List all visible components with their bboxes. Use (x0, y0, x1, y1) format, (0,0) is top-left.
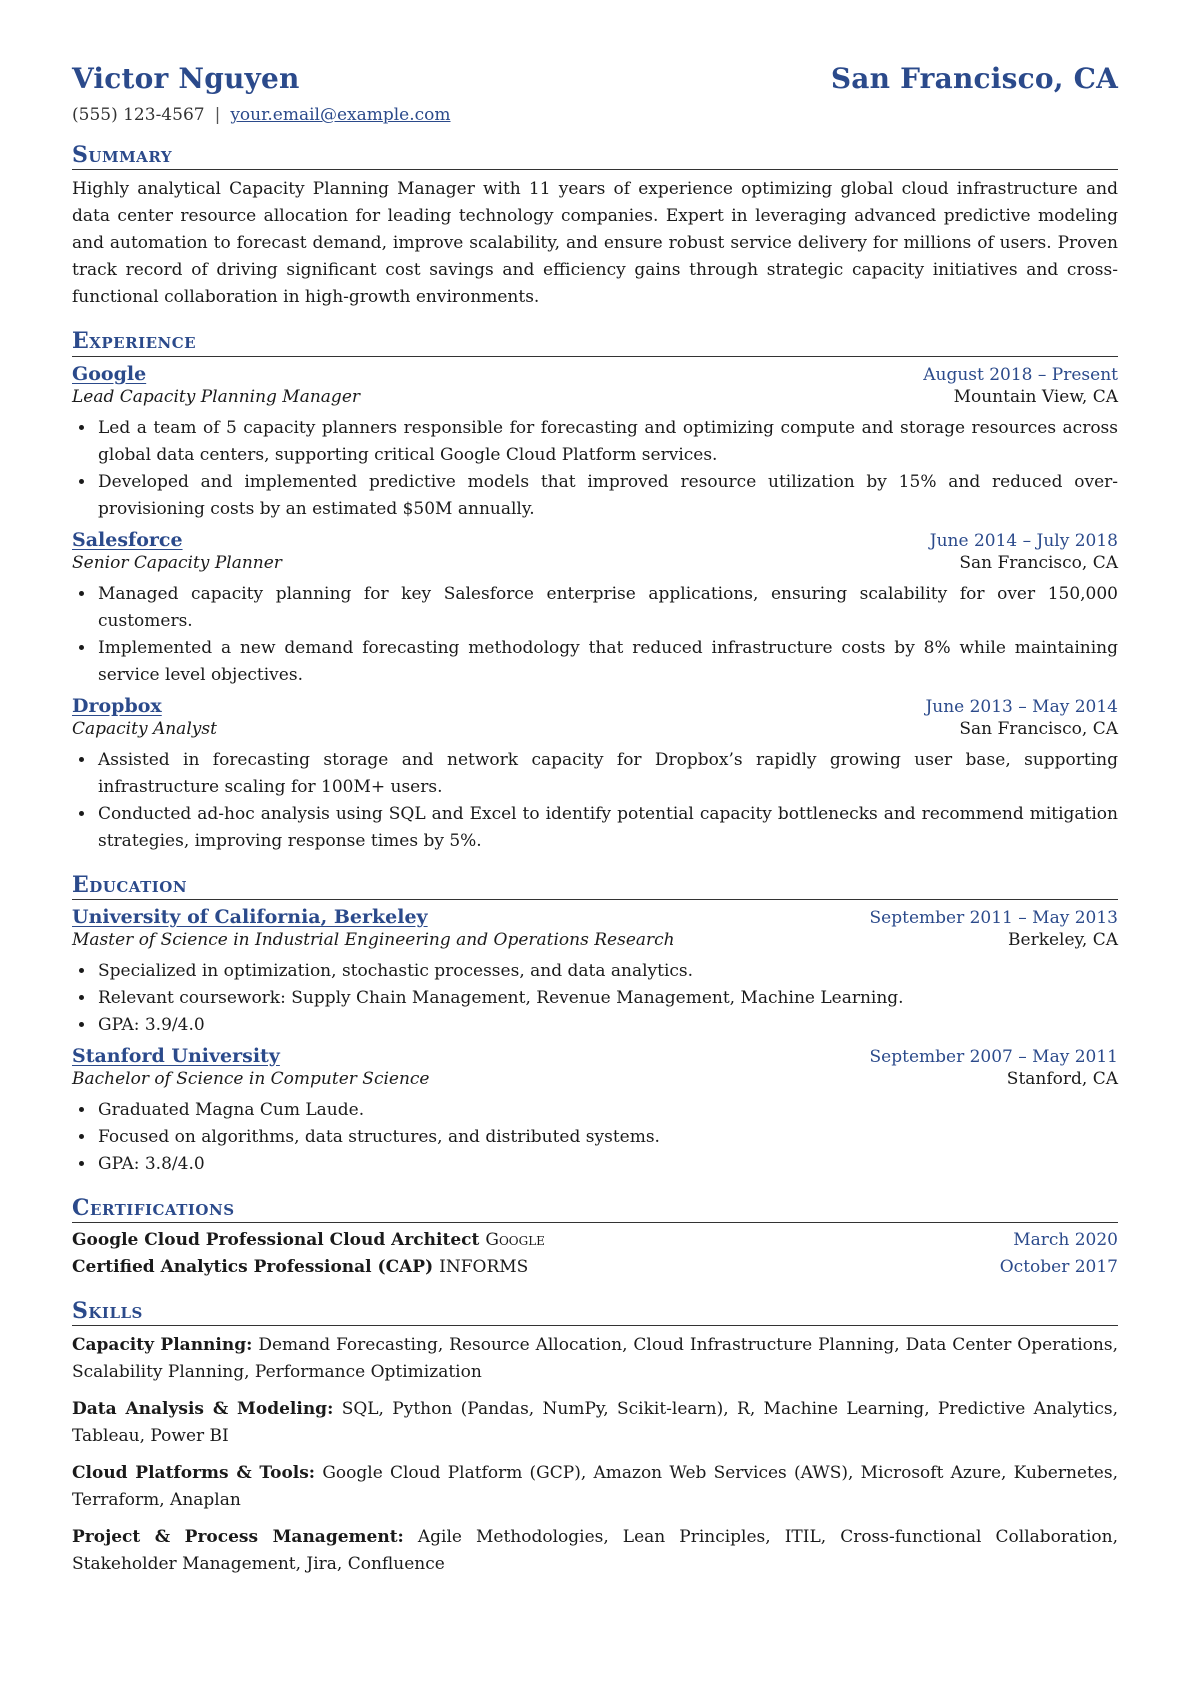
bullet-item: • Managed capacity planning for key Salesforce enterprise applications, ensuring scalability for over 150,000 customers. (96, 581, 1118, 635)
header (72, 62, 1118, 95)
summary-text: Highly analytical Capacity Planning Manager with 11 years of experience optimizing global cloud infrastructure and data center resource allocation for leading technology companies. Expert in leveraging advanced predictive modeling and automation to forecast demand, improve scalability, and ensure robust service delivery for millions of users. Proven track record of driving significant cost savings and efficiency gains through strategic capacity initiatives and cross-functional collaboration in high-growth environments. (72, 179, 1118, 308)
bullet-item: • GPA: 3.8/4.0 (96, 1151, 1118, 1178)
bullet-item: • Led a team of 5 capacity planners responsible for forecasting and optimizing compute and storage resources across global data centers, supporting critical Google Cloud Platform services. (96, 415, 1118, 469)
school-link[interactable]: University of California, Berkeley (72, 905, 428, 928)
job-bullets (72, 747, 1118, 855)
skill-group (72, 1396, 1118, 1450)
job-dates: June 2014 – July 2018 (929, 530, 1118, 551)
certifications-list (72, 1227, 1118, 1281)
bullet-item: • Conducted ad-hoc analysis using SQL and Excel to identify potential capacity bottlenecks and recommend mitigation strategies, improving response times by 5%. (96, 801, 1118, 855)
section-title-certifications: Certifications (72, 1196, 1118, 1223)
bullet-item: • Developed and implemented predictive models that improved resource utilization by 15% and reduced over-provisioning costs by an estimated $50M annually. (96, 469, 1118, 523)
education-dates: September 2011 – May 2013 (869, 907, 1118, 928)
experience-entry (72, 363, 1118, 523)
certification-item (72, 1254, 1118, 1281)
degree: Master of Science in Industrial Engineering and Operations Research (72, 929, 675, 950)
certification-date: March 2020 (1013, 1230, 1118, 1251)
section-title-summary: Summary (72, 143, 1118, 170)
contact-line (72, 105, 1118, 125)
section-title-experience: Experience (72, 329, 1118, 356)
job-bullets (72, 581, 1118, 689)
email-link[interactable]: your.email@example.com (230, 105, 451, 125)
skill-label: Cloud Platforms & Tools: (72, 1463, 316, 1484)
school-location: Berkeley, CA (1008, 929, 1118, 950)
company-link[interactable]: Google (72, 362, 147, 385)
job-dates: August 2018 – Present (923, 364, 1118, 385)
education-bullets (72, 958, 1118, 1039)
certification-issuer: Google (485, 1230, 545, 1251)
certification-date: October 2017 (999, 1257, 1118, 1278)
certification-name: Certified Analytics Professional (CAP) (72, 1257, 434, 1278)
bullet-item: • Assisted in forecasting storage and network capacity for Dropbox’s rapidly growing user base, supporting infrastructure scaling for 100M+ users. (96, 747, 1118, 801)
education-entry (72, 1045, 1118, 1178)
phone-number: (555) 123-4567 (72, 105, 205, 125)
bullet-item: • Relevant coursework: Supply Chain Management, Revenue Management, Machine Learning. (96, 985, 1118, 1012)
job-title: Senior Capacity Planner (72, 552, 282, 573)
experience-entry (72, 695, 1118, 855)
company-link[interactable]: Salesforce (72, 528, 183, 551)
section-title-education: Education (72, 873, 1118, 900)
skill-group (72, 1524, 1118, 1578)
experience-entry (72, 529, 1118, 689)
bullet-item: • GPA: 3.9/4.0 (96, 1012, 1118, 1039)
skill-group (72, 1460, 1118, 1514)
certification-item (72, 1227, 1118, 1254)
skill-label: Data Analysis & Modeling: (72, 1399, 334, 1420)
education-entry (72, 906, 1118, 1039)
job-dates: June 2013 – May 2014 (925, 696, 1118, 717)
job-bullets (72, 415, 1118, 523)
job-location: Mountain View, CA (953, 386, 1118, 407)
candidate-name: Victor Nguyen (72, 62, 300, 95)
skill-group (72, 1332, 1118, 1386)
skill-items: SQL, Python (Pandas, NumPy, Scikit-learn), R, Machine Learning, Predictive Analytics, Tableau, Power BI (72, 1399, 1118, 1447)
education-bullets (72, 1097, 1118, 1178)
contact-separator: | (214, 105, 221, 125)
certification-name: Google Cloud Professional Cloud Architect (72, 1230, 480, 1251)
certification-issuer: INFORMS (439, 1257, 529, 1278)
company-link[interactable]: Dropbox (72, 694, 162, 717)
job-title: Lead Capacity Planning Manager (72, 386, 361, 407)
skill-label: Project & Process Management: (72, 1527, 404, 1548)
skill-items: Google Cloud Platform (GCP), Amazon Web Services (AWS), Microsoft Azure, Kubernetes, Terraform, Anaplan (72, 1463, 1118, 1511)
education-dates: September 2007 – May 2011 (869, 1046, 1118, 1067)
school-link[interactable]: Stanford University (72, 1044, 280, 1067)
bullet-item: • Implemented a new demand forecasting methodology that reduced infrastructure costs by 8% while maintaining service level objectives. (96, 635, 1118, 689)
bullet-item: • Specialized in optimization, stochastic processes, and data analytics. (96, 958, 1118, 985)
bullet-item: • Focused on algorithms, data structures, and distributed systems. (96, 1124, 1118, 1151)
job-location: San Francisco, CA (959, 552, 1118, 573)
bullet-item: • Graduated Magna Cum Laude. (96, 1097, 1118, 1124)
degree: Bachelor of Science in Computer Science (72, 1068, 430, 1089)
school-location: Stanford, CA (1006, 1068, 1118, 1089)
candidate-location: San Francisco, CA (830, 62, 1118, 95)
section-title-skills: Skills (72, 1299, 1118, 1326)
job-location: San Francisco, CA (959, 718, 1118, 739)
job-title: Capacity Analyst (72, 718, 217, 739)
skill-label: Capacity Planning: (72, 1335, 253, 1356)
skill-items: Agile Methodologies, Lean Principles, ITIL, Cross-functional Collaboration, Stakeholder Management, Jira, Confluence (72, 1527, 1118, 1575)
skill-items: Demand Forecasting, Resource Allocation, Cloud Infrastructure Planning, Data Center Operations, Scalability Planning, Performance Optimization (72, 1335, 1118, 1383)
